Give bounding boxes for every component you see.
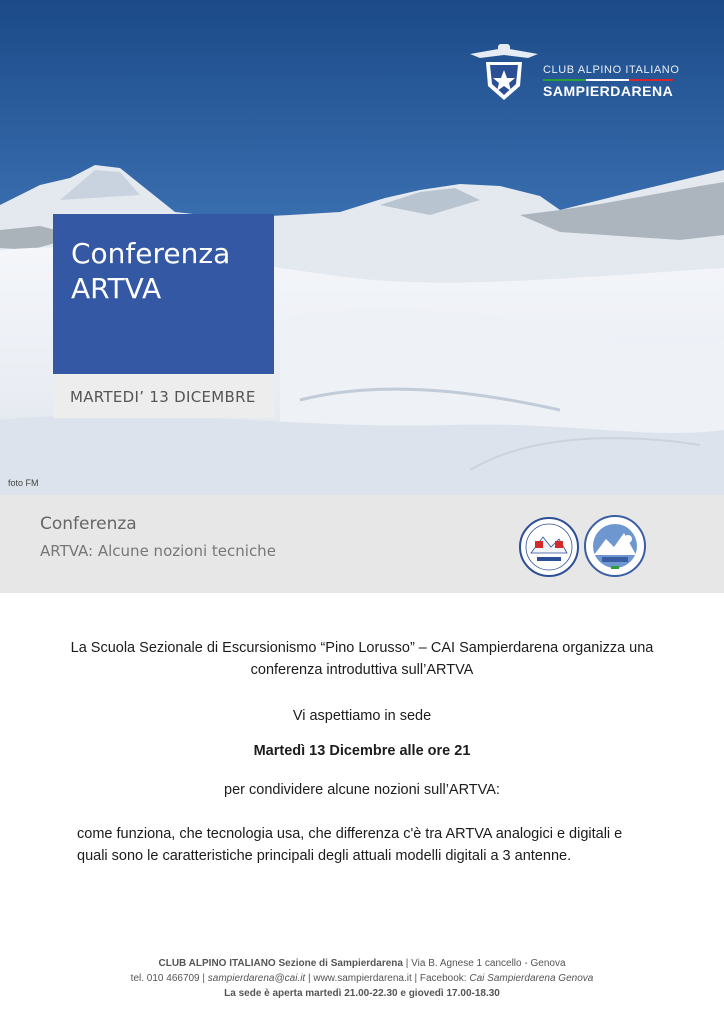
details-line-2: quali sono le caratteristiche principali degli attuali modelli digitali a 3 antenne. <box>77 848 572 864</box>
footer-hours: La sede è aperta martedì 21.00-22.30 e giovedì 17.00-18.30 <box>224 988 500 999</box>
welcome-text: Vi aspettiamo in sede <box>292 708 432 724</box>
intro-paragraph <box>40 637 684 681</box>
logo-line-club: CLUB ALPINO ITALIANO <box>543 64 680 76</box>
footer-address-line <box>0 956 724 971</box>
footer-org: CLUB ALPINO ITALIANO Sezione di Sampierdarena <box>158 958 403 969</box>
event-date: MARTEDI’ 13 DICEMBRE <box>70 388 256 406</box>
details-paragraph <box>77 823 697 867</box>
title-line-1: Conferenza <box>71 237 231 270</box>
footer-email-link[interactable]: sampierdarena@cai.it <box>207 973 306 984</box>
footer-web: | www.sampierdarena.it | Facebook: <box>305 973 470 984</box>
share-text: per condividere alcune nozioni sull’ARTVA: <box>224 782 500 798</box>
subtitle-band <box>0 495 724 593</box>
cai-eagle-star-emblem-icon <box>468 42 540 106</box>
intro-line-1: La Scuola Sezionale di Escursionismo “Pino Lorusso” – CAI Sampierdarena organizza una <box>70 640 654 656</box>
cai-logo <box>468 42 688 112</box>
footer-facebook-link[interactable]: Cai Sampierdarena Genova <box>469 973 594 984</box>
photo-credit: foto FM <box>8 478 39 488</box>
details-line-1: come funziona, che tecnologia usa, che differenza c'è tra ARTVA analogici e digitali e <box>77 826 623 842</box>
band-title: Conferenza <box>40 514 137 534</box>
date-box <box>53 374 274 418</box>
title-line-2: ARTVA <box>71 272 162 305</box>
escursionismo-school-badge-icon <box>519 517 579 577</box>
footer-tel: tel. 010 466709 | <box>130 973 208 984</box>
event-when: Martedì 13 Dicembre alle ore 21 <box>253 743 471 759</box>
footer-contact-line <box>0 971 724 986</box>
page-title <box>71 236 230 306</box>
hero-photo <box>0 0 724 495</box>
title-box <box>53 214 274 374</box>
tricolor-rule <box>543 79 673 81</box>
footer-address: | Via B. Agnese 1 cancello - Genova <box>402 958 566 969</box>
logo-line-section: SAMPIERDARENA <box>543 83 674 99</box>
band-subtitle: ARTVA: Alcune nozioni tecniche <box>40 542 276 560</box>
sezione-badge-icon <box>584 515 646 577</box>
intro-line-2: conferenza introduttiva sull’ARTVA <box>250 662 474 678</box>
